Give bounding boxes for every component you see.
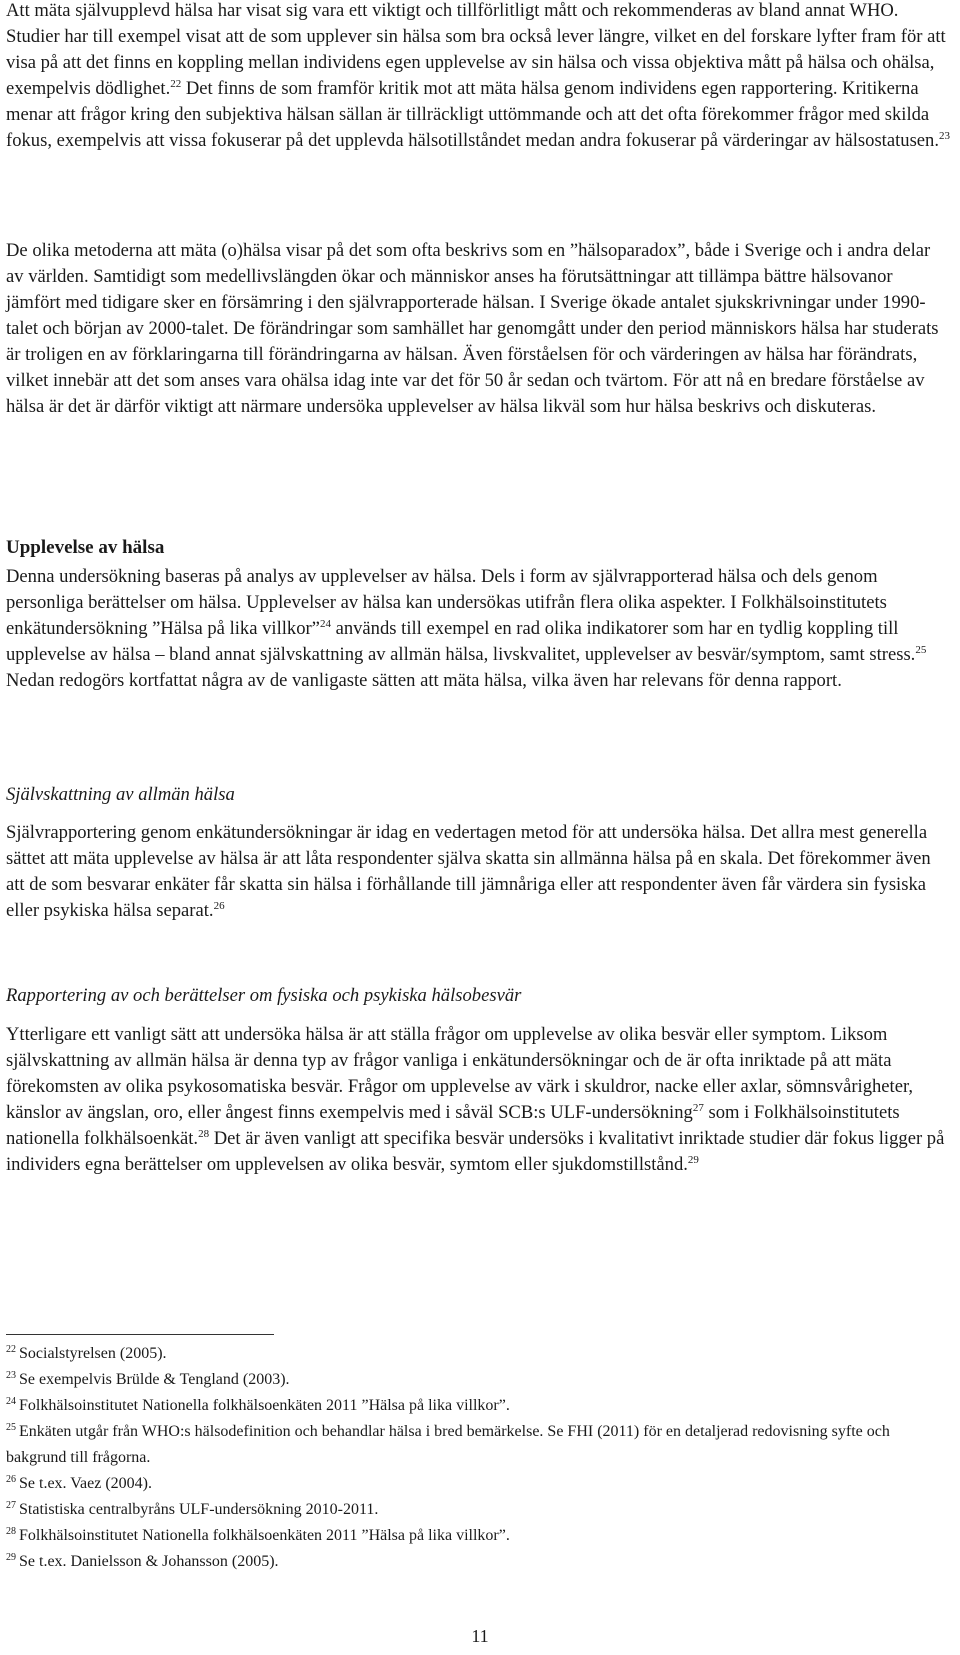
footnote-23: [6, 1367, 906, 1393]
paragraph-text: som i Folkhälsoinstitutets nationella folkhälsoenkät.: [6, 1102, 900, 1149]
subheading-reporting: Rapportering av och berättelser om fysiska och psykiska hälsobesvär: [6, 985, 522, 1006]
footnote-number: 29: [6, 1552, 16, 1563]
footnote-number: 28: [6, 1526, 16, 1537]
footnote-text: Se t.ex. Danielsson & Johansson (2005).: [19, 1553, 279, 1570]
footnote-number: 26: [6, 1474, 16, 1485]
footnote-number: 25: [6, 1422, 16, 1433]
section-heading: Upplevelse av hälsa: [6, 537, 165, 558]
paragraph-text: Denna undersökning baseras på analys av upplevelser av hälsa. Dels i form av självrapporterad hälsa och dels genom personliga berättelser om hälsa. Upplevelser av hälsa kan undersökas utifrån flera olika aspekter. I Folkhälsoinstitutets enkätundersökning ”Hälsa på lika villkor”: [6, 566, 887, 639]
page-number: 11: [471, 1626, 489, 1646]
footnote-ref[interactable]: 25: [915, 644, 927, 656]
footnote-separator: [6, 1334, 274, 1335]
footnote-text: Socialstyrelsen (2005).: [19, 1345, 167, 1362]
footnote-ref[interactable]: 23: [939, 130, 951, 142]
footnote-27: [6, 1497, 906, 1523]
paragraph-self-rated-health: [6, 0, 951, 154]
footnote-25: [6, 1419, 906, 1471]
paragraph-text: Det är även vanligt att specifika besvär undersöks i kvalitativt inriktade studier där fokus ligger på individers egna berättelser om upplevelsen av olika besvär, symtom eller sjukdomstillstånd.: [6, 1128, 945, 1175]
footnote-text: Enkäten utgår från WHO:s hälsodefinition och behandlar hälsa i bred bemärkelse. Se FHI (2011) för en detaljerad redovisning syfte och bakgrund till frågorna.: [6, 1423, 890, 1466]
footnote-ref[interactable]: 26: [213, 900, 225, 912]
paragraph-text: Att mäta självupplevd hälsa har visat sig vara ett viktigt och tillförlitligt mått och rekommenderas av bland annat WHO. Studier har till exempel visat att de som upplever sin hälsa som bra också lever längre, vilket en del forskare lyfter fram för att visa på att det finns en koppling mellan individens egen upplevelse av sin hälsa och vissa objektiva mått på hälsa och ohälsa, exempelvis dödlighet.: [6, 0, 946, 99]
paragraph-text: Det finns de som framför kritik mot att mäta hälsa genom individens egen rapportering. Kritikerna menar att frågor kring den subjektiva hälsan sällan är tillräckligt uttömmande och att det ofta förekommer frågor med skilda fokus, exempelvis att vissa fokuserar på det upplevda hälsotillståndet medan andra fokuserar på värderingar av hälsostatusen.: [6, 78, 940, 151]
paragraph-text: De olika metoderna att mäta (o)hälsa visar på det som ofta beskrivs som en ”hälsoparadox”, både i Sverige och i andra delar av världen. Samtidigt som medellivslängden ökar och människor anses ha förutsättningar att tillämpa bättre hälsovanor jämfört med tidigare sker en försämring i den självrapporterade hälsan. I Sverige ökade antalet sjukskrivningar under 1990-talet och början av 2000-talet. De förändringar som samhället har genomgått under den period människors hälsa har studerats är troligen en av förklaringarna till förändringarna av hälsan. Även förståelsen för och värderingen av hälsa har förändrats, vilket innebär att det som anses vara ohälsa idag inte var det för 50 år sedan och tvärtom. För att nå en bredare förståelse av hälsa är det är därför viktigt att närmare undersöka upplevelser av hälsa likväl som hur hälsa beskrivs och diskuteras.: [6, 240, 939, 417]
footnote-text: Se exempelvis Brülde & Tengland (2003).: [19, 1371, 290, 1388]
footnote-ref[interactable]: 27: [692, 1102, 704, 1114]
paragraph-survey-basis: [6, 564, 951, 694]
paragraph-text: används till exempel en rad olika indikatorer som har en tydlig koppling till upplevelse av hälsa – bland annat självskattning av allmän hälsa, livskvalitet, upplevelser av besvär/symptom, samt stress.: [6, 618, 916, 665]
footnote-26: [6, 1471, 906, 1497]
footnote-number: 27: [6, 1500, 16, 1511]
paragraph-text: Ytterligare ett vanligt sätt att undersöka hälsa är att ställa frågor om upplevelse av olika besvär eller symptom. Liksom självskattning av allmän hälsa är denna typ av frågor vanliga i enkätundersökningar och de är ofta inriktade på att mäta förekomsten av olika psykosomatiska besvär. Frågor om upplevelse av värk i skuldror, nacke eller axlar, sömnsvårigheter, känslor av ängslan, oro, eller ångest finns exempelvis med i såväl SCB:s ULF-undersökning: [6, 1024, 914, 1123]
paragraph-text: Självrapportering genom enkätundersökningar är idag en vedertagen metod för att undersöka hälsa. Det allra mest generella sättet att mäta upplevelse av hälsa är att låta respondenter själva skatta sin allmänna hälsa på en skala. Det förekommer även att de som besvarar enkäter får skatta sin hälsa i förhållande till jämnåriga eller att respondenter även får värdera sin fysiska eller psykiska hälsa separat.: [6, 822, 931, 921]
footnotes-list: [6, 1341, 906, 1575]
footnote-text: Se t.ex. Vaez (2004).: [19, 1475, 152, 1492]
footnote-text: Folkhälsoinstitutet Nationella folkhälsoenkäten 2011 ”Hälsa på lika villkor”.: [19, 1397, 510, 1414]
footnote-text: Folkhälsoinstitutet Nationella folkhälsoenkäten 2011 ”Hälsa på lika villkor”.: [19, 1527, 510, 1544]
footnote-number: 22: [6, 1344, 16, 1355]
paragraph-self-reporting: [6, 820, 951, 924]
footnote-22: [6, 1341, 906, 1367]
footnote-ref[interactable]: 28: [198, 1128, 210, 1140]
footnote-number: 24: [6, 1396, 16, 1407]
footnote-ref[interactable]: 29: [687, 1154, 699, 1166]
footnote-number: 23: [6, 1370, 16, 1381]
footnote-text: Statistiska centralbyråns ULF-undersökning 2010-2011.: [19, 1501, 379, 1518]
footnote-24: [6, 1393, 906, 1419]
footnote-28: [6, 1523, 906, 1549]
footnote-ref[interactable]: 22: [170, 78, 182, 90]
paragraph-health-paradox: [6, 238, 951, 420]
footnote-29: [6, 1549, 906, 1575]
paragraph-text: Nedan redogörs kortfattat några av de vanligaste sätten att mäta hälsa, vilka även har relevans för denna rapport.: [6, 670, 842, 691]
paragraph-symptoms: [6, 1022, 951, 1178]
subheading-self-assessment: Självskattning av allmän hälsa: [6, 784, 235, 805]
footnote-ref[interactable]: 24: [319, 618, 331, 630]
